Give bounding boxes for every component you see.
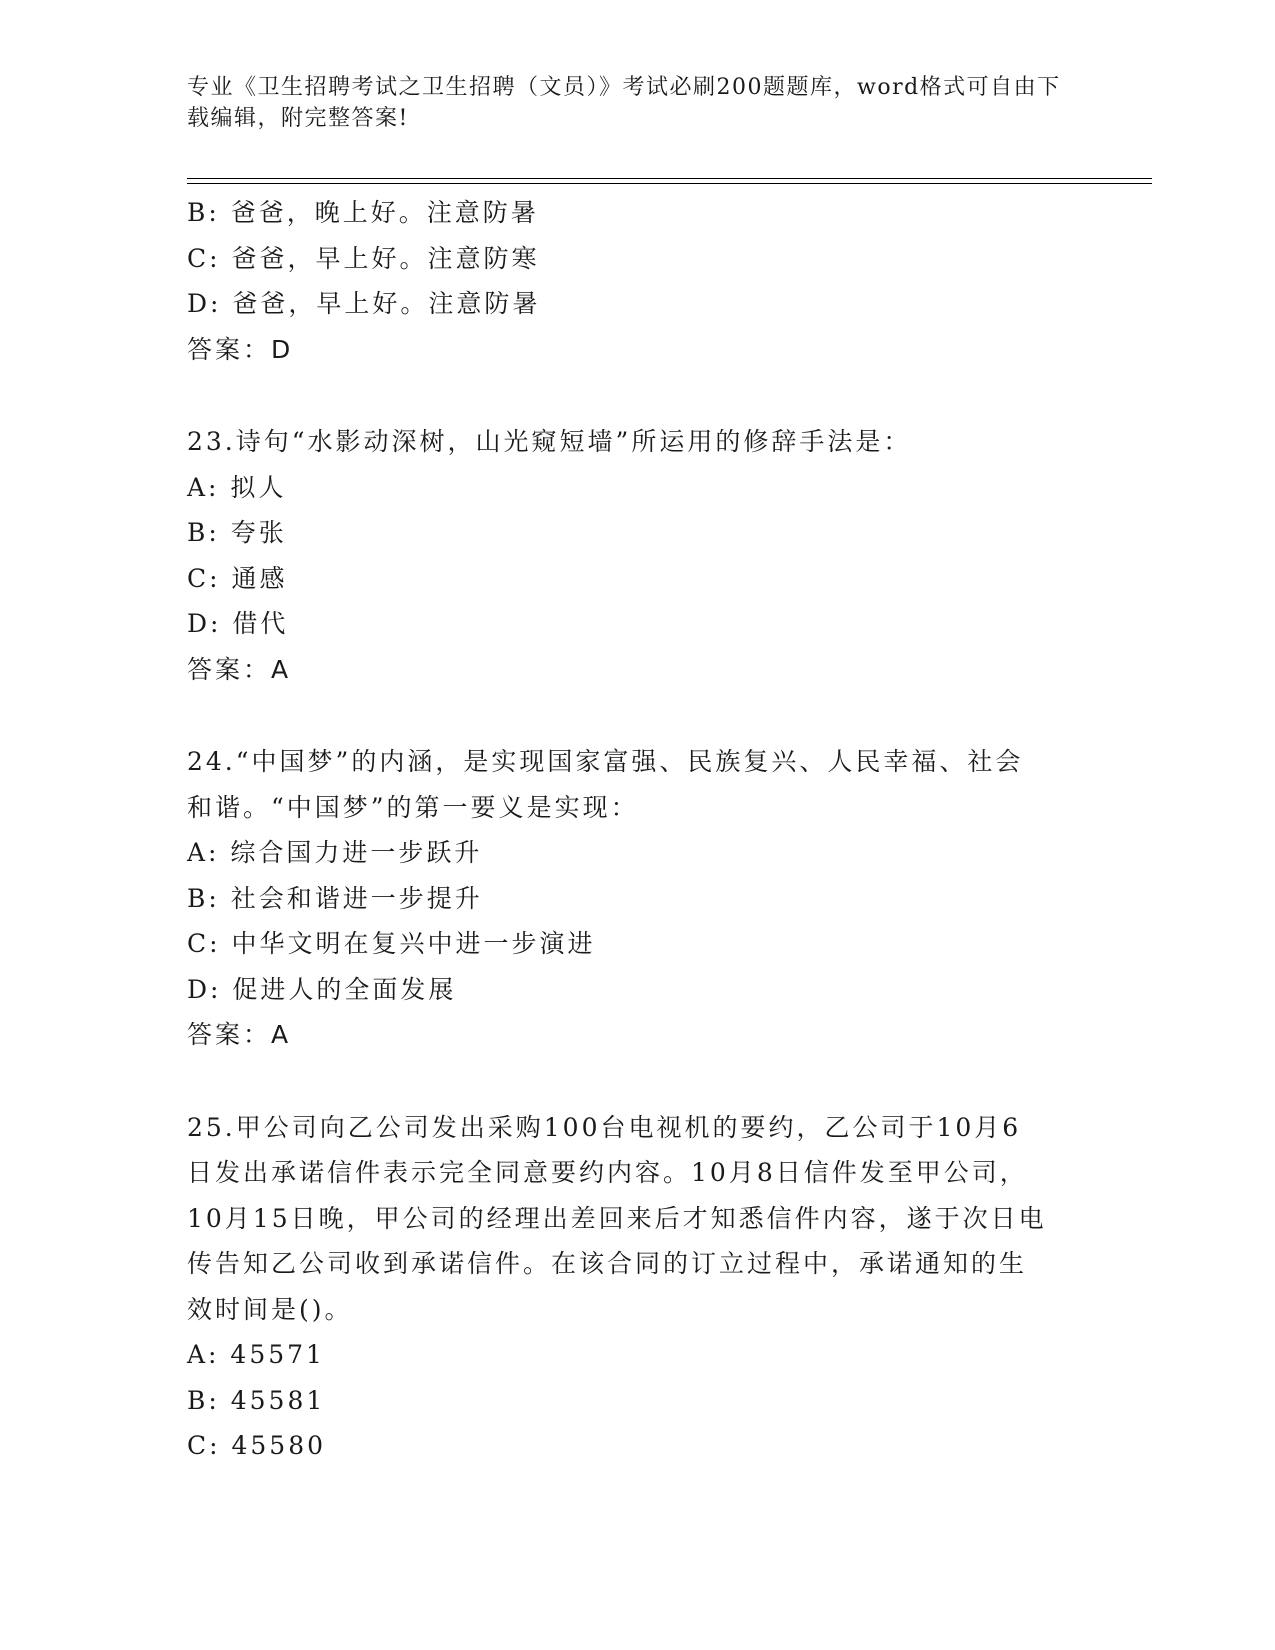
answer-label: 答案：A bbox=[187, 654, 292, 684]
option-b: B: 爸爸，晚上好。注意防暑 bbox=[187, 198, 539, 227]
option-b: B: 社会和谐进一步提升 bbox=[187, 883, 483, 913]
option-d: D: 爸爸，早上好。注意防暑 bbox=[187, 289, 541, 318]
question-text-line: 和谐。“中国梦”的第一要义是实现： bbox=[187, 792, 639, 822]
header-rule-top bbox=[187, 178, 1152, 179]
question-text-line: 24.“中国梦”的内涵，是实现国家富强、民族复兴、人民幸福、社会 bbox=[187, 747, 1024, 776]
question-text: 23.诗句“水影动深树，山光窥短墙”所运用的修辞手法是： bbox=[187, 427, 912, 456]
question-text-line: 传告知乙公司收到承诺信件。在该合同的订立过程中，承诺通知的生 bbox=[187, 1249, 1028, 1278]
question-23-block bbox=[187, 419, 1087, 692]
option-b: B: 45581 bbox=[187, 1385, 326, 1415]
option-d: D: 促进人的全面发展 bbox=[187, 974, 457, 1004]
header-rule-bottom bbox=[187, 183, 1152, 184]
option-a: A: 45571 bbox=[187, 1340, 325, 1369]
option-c: C: 45580 bbox=[187, 1431, 327, 1460]
option-c: C: 爸爸，早上好。注意防寒 bbox=[187, 243, 540, 273]
option-c: C: 通感 bbox=[187, 563, 288, 593]
answer-label: 答案：D bbox=[187, 334, 294, 364]
question-22-block bbox=[187, 190, 1087, 372]
question-text-line: 效时间是()。 bbox=[187, 1294, 353, 1324]
option-d: D: 借代 bbox=[187, 609, 289, 638]
option-a: A: 综合国力进一步跃升 bbox=[187, 838, 483, 867]
option-a: A: 拟人 bbox=[187, 472, 287, 502]
option-b: B: 夸张 bbox=[187, 518, 287, 547]
option-c: C: 中华文明在复兴中进一步演进 bbox=[187, 929, 596, 958]
question-text-line: 10月15日晚，甲公司的经理出差回来后才知悉信件内容，遂于次日电 bbox=[187, 1203, 1047, 1233]
question-25-block bbox=[187, 1105, 1087, 1469]
question-text-line: 25.甲公司向乙公司发出采购100台电视机的要约，乙公司于10月6 bbox=[187, 1112, 1022, 1142]
answer-label: 答案：A bbox=[187, 1020, 292, 1049]
document-header: 专业《卫生招聘考试之卫生招聘（文员）》考试必刷200题题库，word格式可自由下载编辑，附完整答案! bbox=[187, 75, 1061, 131]
question-24-block bbox=[187, 739, 1087, 1058]
document-body bbox=[187, 190, 1087, 1469]
question-text-line: 日发出承诺信件表示完全同意要约内容。10月8日信件发至甲公司， bbox=[187, 1158, 1028, 1187]
